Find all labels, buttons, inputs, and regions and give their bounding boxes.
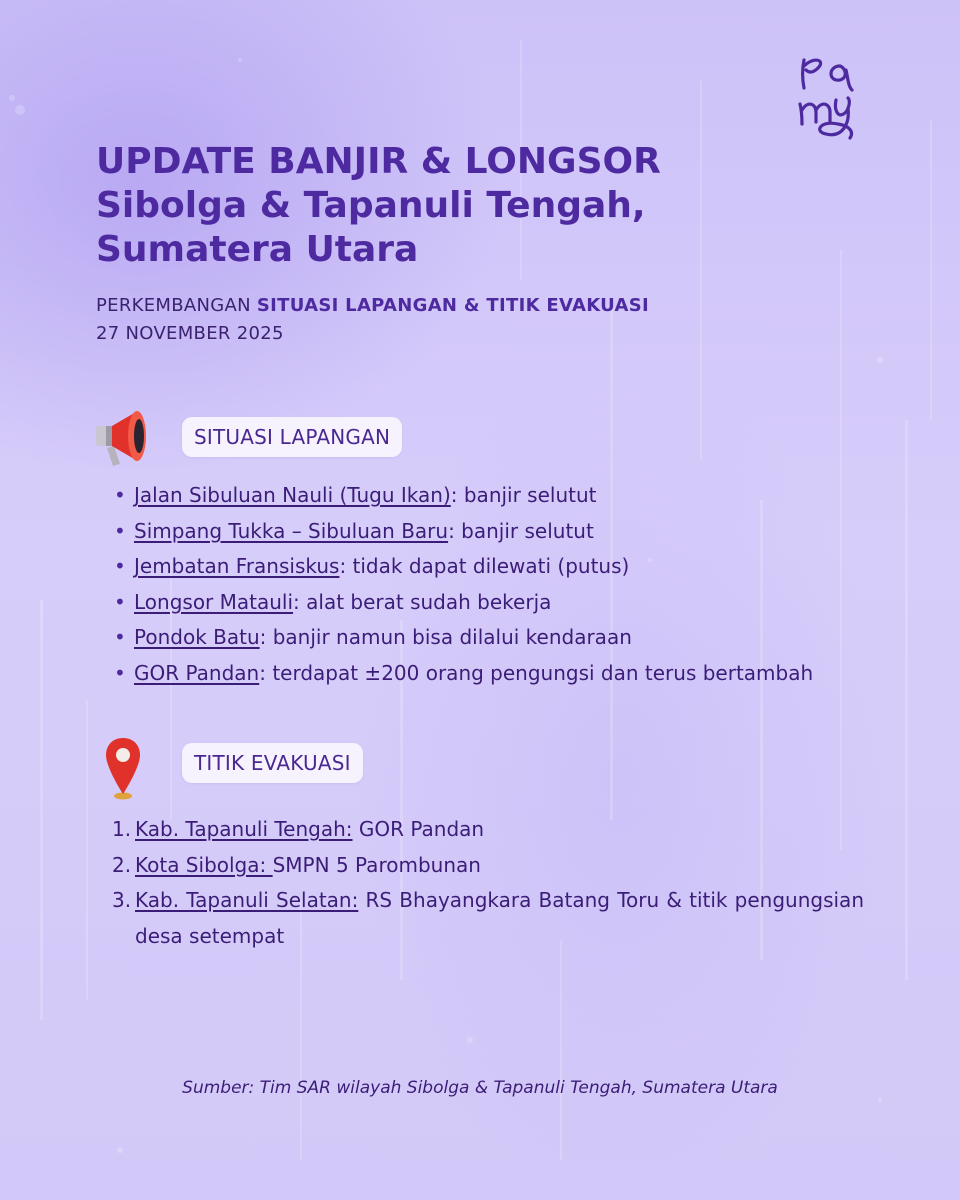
section-heading-situasi: SITUASI LAPANGAN xyxy=(182,417,402,457)
list-item xyxy=(112,478,912,514)
item-number: 1. xyxy=(112,817,132,841)
megaphone-icon xyxy=(92,406,154,470)
map-pin-icon xyxy=(104,736,142,802)
list-item xyxy=(112,848,864,884)
source-note: Sumber: Tim SAR wilayah Sibolga & Tapanuli Tengah, Sumatera Utara xyxy=(182,1078,778,1098)
location-status: : banjir selutut xyxy=(450,483,597,507)
location-status: : alat berat sudah bekerja xyxy=(293,589,552,614)
list-item xyxy=(112,883,864,954)
title-line-2: Sibolga & Tapanuli Tengah, xyxy=(96,185,646,226)
location-status: : banjir selutut xyxy=(448,518,594,543)
location-status: : banjir namun bisa dilalui kendaraan xyxy=(259,625,632,650)
evacuation-place: GOR Pandan xyxy=(352,817,485,841)
list-item xyxy=(112,549,912,585)
item-number: 3. xyxy=(112,888,132,913)
section-heading-evakuasi: TITIK EVAKUASI xyxy=(182,743,363,783)
location-status: : terdapat ±200 orang pengungsi dan terus bertambah xyxy=(259,660,814,685)
evakuasi-list xyxy=(112,812,864,954)
region-name: Kab. Tapanuli Tengah: xyxy=(135,817,353,841)
list-item xyxy=(112,620,912,656)
list-item xyxy=(112,812,864,848)
location-name: Simpang Tukka – Sibuluan Baru xyxy=(134,518,449,543)
subtitle-prefix: PERKEMBANGAN xyxy=(96,295,257,316)
location-name: Longsor Matauli xyxy=(134,589,294,614)
item-number: 2. xyxy=(112,852,132,877)
title-line-3: Sumatera Utara xyxy=(96,229,419,270)
subtitle xyxy=(96,292,649,348)
list-item xyxy=(112,656,912,692)
location-status: : tidak dapat dilewati (putus) xyxy=(339,554,630,579)
location-name: Pondok Batu xyxy=(134,625,260,650)
region-name: Kota Sibolga: xyxy=(135,852,273,877)
list-item xyxy=(112,585,912,621)
date-text: 27 NOVEMBER 2025 xyxy=(96,323,284,344)
subtitle-line xyxy=(96,292,649,320)
logo xyxy=(790,48,866,144)
region-name: Kab. Tapanuli Selatan: xyxy=(135,888,359,913)
situasi-list xyxy=(112,478,912,692)
location-name: GOR Pandan xyxy=(134,660,260,685)
list-item xyxy=(112,514,912,550)
location-name: Jembatan Fransiskus xyxy=(134,554,340,579)
title-line-1: UPDATE BANJIR & LONGSOR xyxy=(96,141,661,182)
evacuation-place: RS Bhayangkara Batang Toru & titik pengungsian desa setempat xyxy=(135,888,864,948)
subtitle-highlight: SITUASI LAPANGAN & TITIK EVAKUASI xyxy=(256,295,650,316)
evacuation-place: SMPN 5 Parombunan xyxy=(272,852,481,877)
page-title xyxy=(96,140,856,272)
location-name: Jalan Sibuluan Nauli (Tugu Ikan) xyxy=(134,483,451,507)
